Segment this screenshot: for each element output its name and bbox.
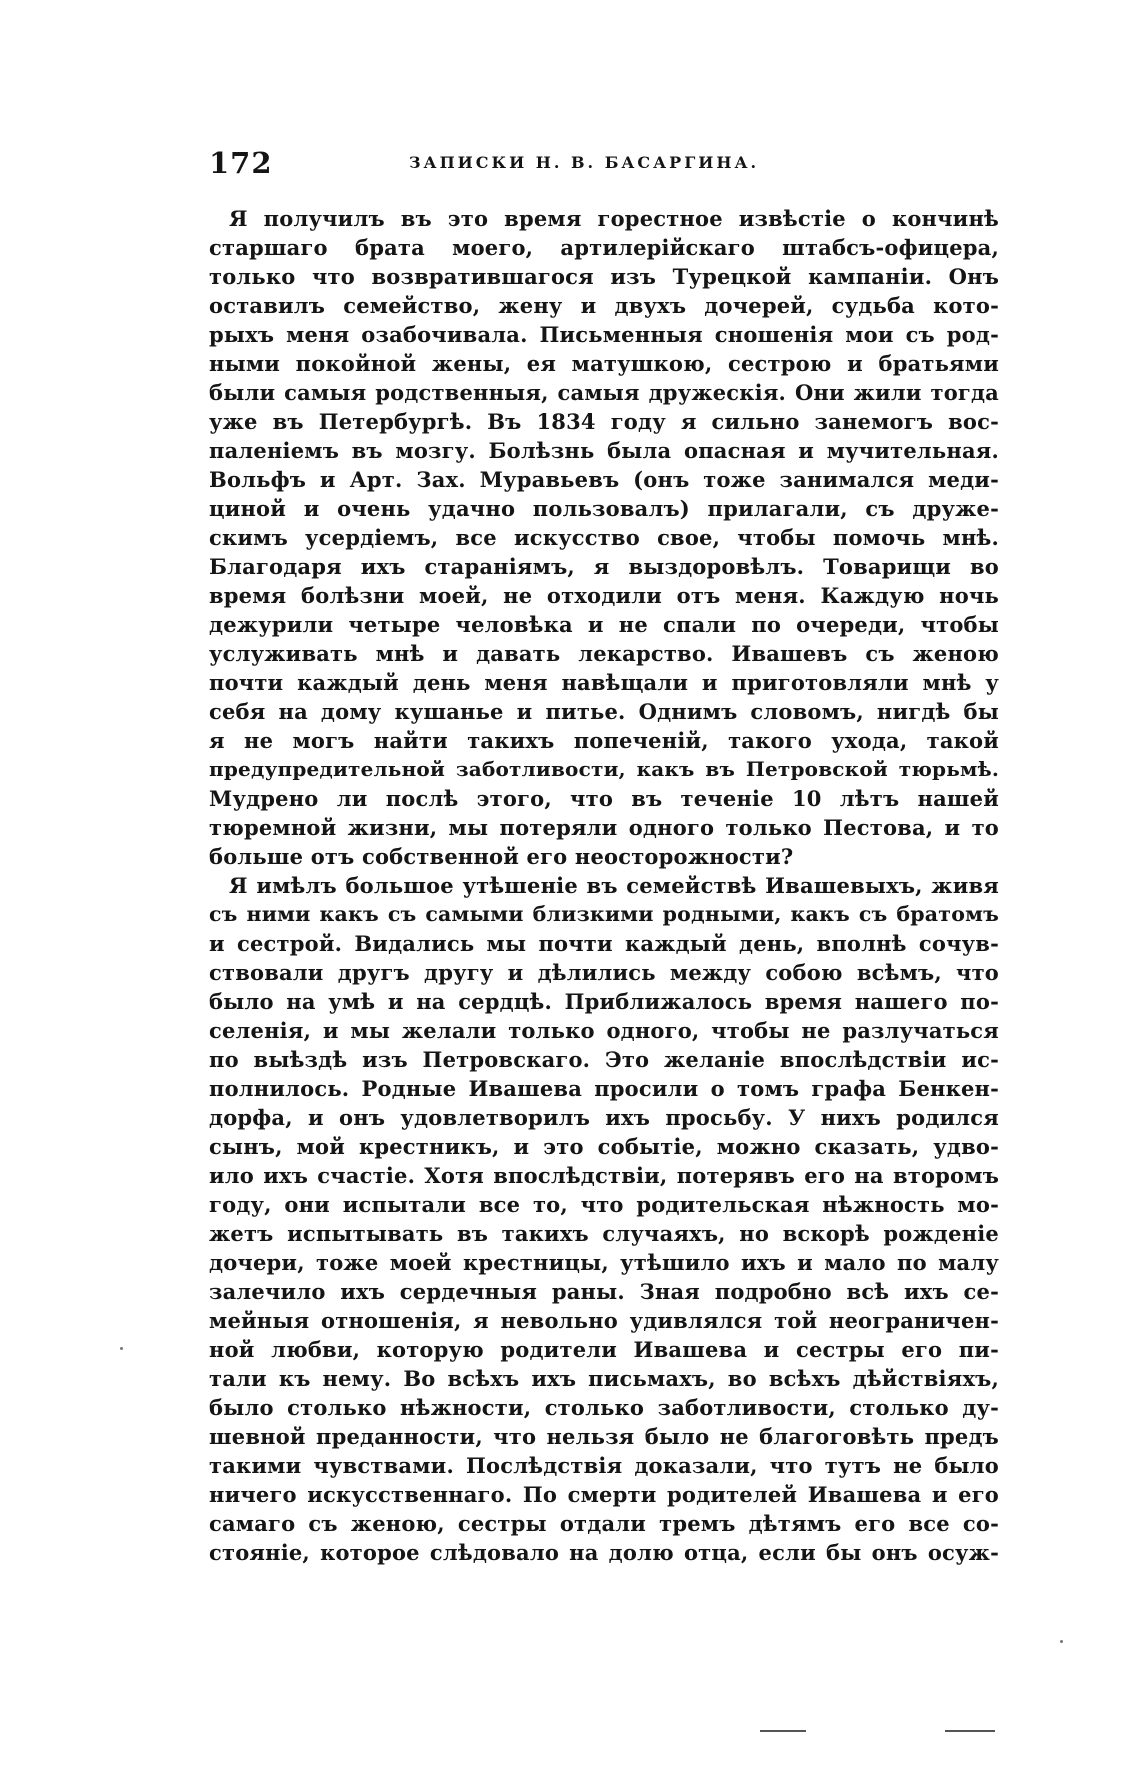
footer-rule: [945, 1730, 995, 1732]
text-line: Я имѣлъ большое утѣшеніе въ семействѣ Ивашевыхъ, живя: [229, 873, 999, 898]
print-speck: [120, 1347, 123, 1350]
text-line: залечило ихъ сердечныя раны. Зная подробно всѣ ихъ се-: [209, 1279, 999, 1304]
text-line: паленіемъ въ мозгу. Болѣзнь была опасная и мучительная.: [209, 438, 999, 463]
text-line: ничего искусственнаго. По смерти родителей Ивашева и его: [209, 1482, 999, 1507]
footer-rule: [760, 1730, 806, 1732]
page-header: [209, 145, 1009, 181]
text-line: себя на дому кушанье и питье. Однимъ словомъ, нигдѣ бы: [209, 699, 999, 724]
text-line: Вольфъ и Арт. Зах. Муравьевъ (онъ тоже занимался меди-: [209, 467, 999, 492]
page-footer-marks: [0, 1720, 1140, 1740]
text-line: самаго съ женою, сестры отдали тремъ дѣтямъ его все со-: [209, 1511, 999, 1536]
text-line: Я получилъ въ это время горестное извѣстіе о кончинѣ: [229, 206, 999, 231]
text-line: такими чувствами. Послѣдствія доказали, что тутъ не было: [209, 1453, 999, 1478]
text-line: [209, 1567, 999, 1596]
text-line: съ ними какъ съ самыми близкими родными, какъ съ братомъ: [209, 902, 999, 926]
text-line: уже въ Петербургѣ. Въ 1834 году я сильно занемогъ вос-: [209, 409, 999, 434]
text-line: дочери, тоже моей крестницы, утѣшило ихъ и мало по малу: [209, 1250, 999, 1275]
running-head: ЗАПИСКИ Н. В. БАСАРГИНА.: [409, 153, 760, 172]
text-line: рыхъ меня озабочивала. Письменныя сношенія мои съ род-: [209, 322, 999, 347]
text-line: мейныя отношенія, я невольно удивлялся той неограничен-: [209, 1308, 999, 1333]
body-text: [209, 204, 999, 1596]
text-line: шевной преданности, что нельзя было не благоговѣть предъ: [209, 1424, 999, 1449]
text-line: было столько нѣжности, столько заботливости, столько ду-: [209, 1395, 999, 1420]
print-speck: [1060, 1640, 1063, 1643]
text-line: жетъ испытывать въ такихъ случаяхъ, но вскорѣ рожденіе: [209, 1221, 999, 1246]
text-line: время болѣзни моей, не отходили отъ меня. Каждую ночь: [209, 583, 999, 608]
text-line: предупредительной заботливости, какъ въ Петровской тюрьмѣ.: [209, 757, 999, 781]
text-line: по выѣздѣ изъ Петровскаго. Это желаніе впослѣдствіи ис-: [209, 1047, 999, 1072]
text-line: стояніе, которое слѣдовало на долю отца, если бы онъ осуж-: [209, 1540, 999, 1565]
text-line: Мудрено ли послѣ этого, что въ теченіе 10 лѣтъ нашей: [209, 786, 999, 811]
text-line: и сестрой. Видались мы почти каждый день, вполнѣ сочув-: [209, 931, 999, 956]
text-line: скимъ усердіемъ, все искусство свое, чтобы помочь мнѣ.: [209, 525, 999, 550]
text-line: ило ихъ счастіе. Хотя впослѣдствіи, потерявъ его на второмъ: [209, 1163, 999, 1188]
page-number: 172: [209, 146, 273, 180]
text-line: только что возвратившагося изъ Турецкой кампаніи. Онъ: [209, 264, 999, 289]
text-line: тали къ нему. Во всѣхъ ихъ письмахъ, во всѣхъ дѣйствіяхъ,: [209, 1366, 999, 1391]
text-line: тюремной жизни, мы потеряли одного только Пестова, и то: [209, 815, 999, 840]
text-line: полнилось. Родные Ивашева просили о томъ графа Бенкен-: [209, 1076, 999, 1101]
text-line: Благодаря ихъ стараніямъ, я выздоровѣлъ. Товарищи во: [209, 554, 999, 579]
text-line: году, они испытали все то, что родительская нѣжность мо-: [209, 1192, 999, 1217]
text-line: больше отъ собственной его неосторожности?: [209, 844, 794, 869]
text-line: ной любви, которую родители Ивашева и сестры его пи-: [209, 1337, 999, 1362]
text-line: дежурили четыре человѣка и не спали по очереди, чтобы: [209, 612, 999, 637]
text-line: циной и очень удачно пользовалъ) прилагали, съ друже-: [209, 496, 999, 521]
text-line: ными покойной жены, ея матушкою, сестрою и братьями: [209, 351, 999, 376]
text-line: услуживать мнѣ и давать лекарство. Ивашевъ съ женою: [209, 641, 999, 666]
text-line: оставилъ семейство, жену и двухъ дочерей, судьба кото-: [209, 293, 999, 318]
text-line: сынъ, мой крестникъ, и это событіе, можно сказать, удво-: [209, 1134, 999, 1159]
text-line: дорфа, и онъ удовлетворилъ ихъ просьбу. У нихъ родился: [209, 1105, 999, 1130]
text-line: ствовали другъ другу и дѣлились между собою всѣмъ, что: [209, 960, 999, 985]
text-line: селенія, и мы желали только одного, чтобы не разлучаться: [209, 1018, 999, 1043]
text-line: я не могъ найти такихъ попеченій, такого ухода, такой: [209, 728, 999, 753]
text-line: были самыя родственныя, самыя дружескія. Они жили тогда: [209, 380, 999, 405]
text-line: старшаго брата моего, артилерійскаго штабсъ-офицера,: [209, 235, 999, 260]
text-line: почти каждый день меня навѣщали и приготовляли мнѣ у: [209, 670, 999, 695]
text-line: было на умѣ и на сердцѣ. Приближалось время нашего по-: [209, 989, 999, 1014]
